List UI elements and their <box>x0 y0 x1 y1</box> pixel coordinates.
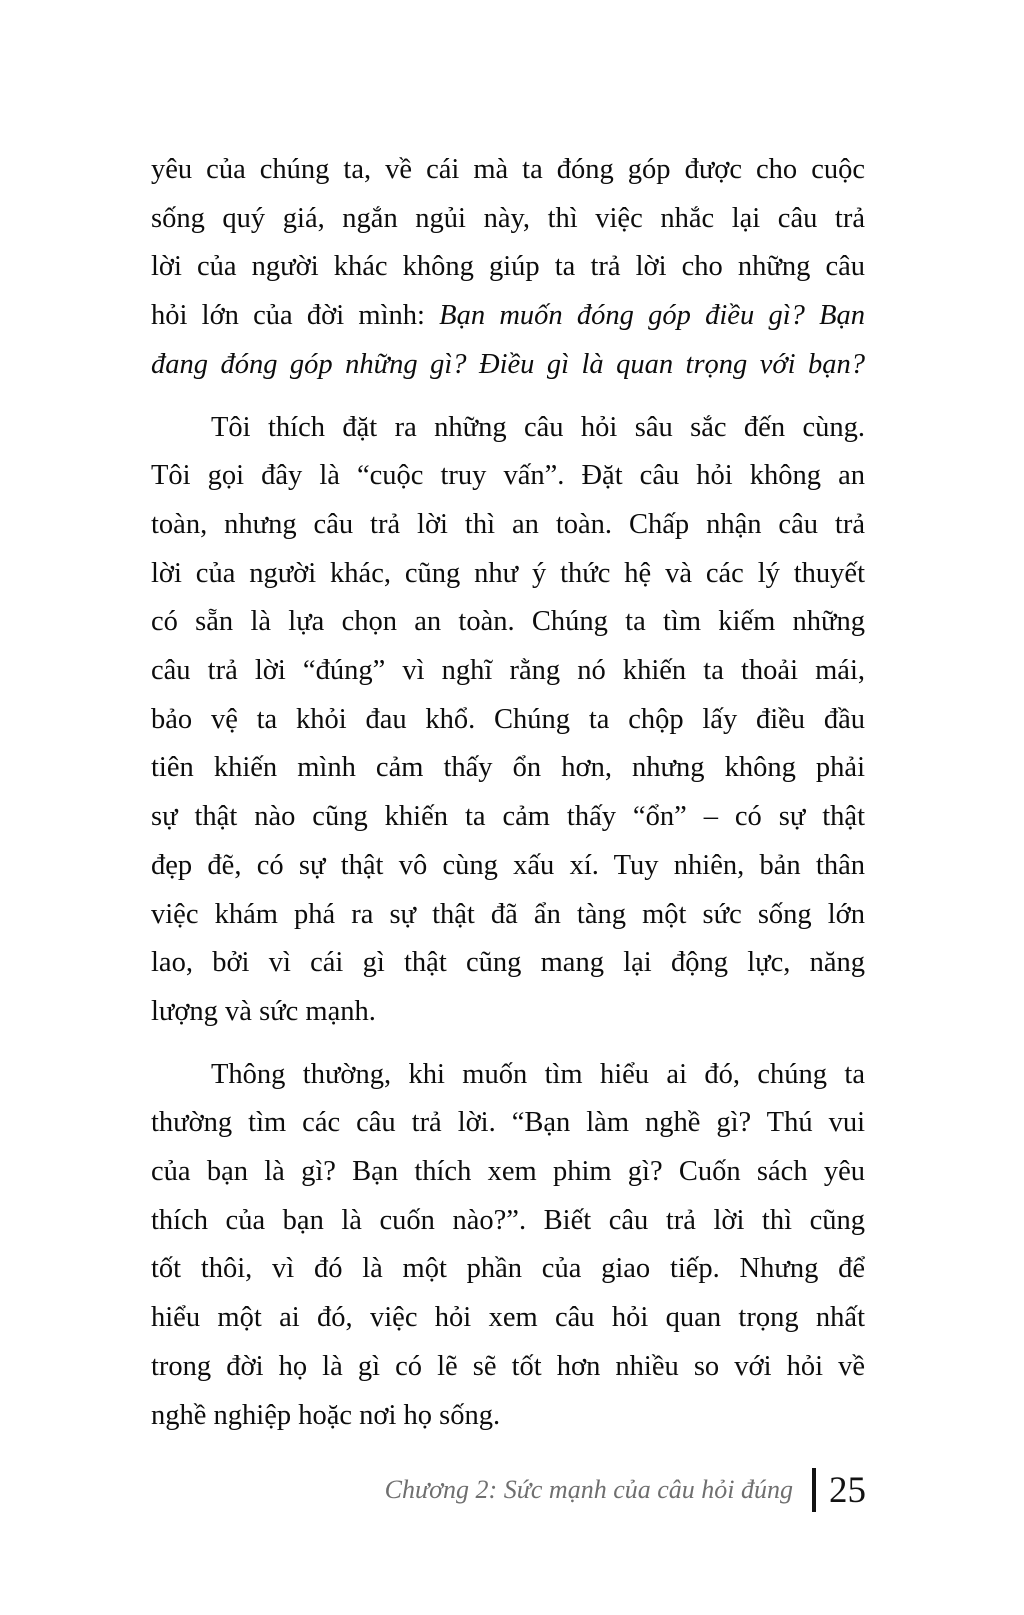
text-line <box>151 1392 865 1441</box>
text-line <box>151 501 865 550</box>
text-segment: thích của bạn là cuốn nào?”. Biết câu trả lời thì cũng <box>151 1204 865 1236</box>
text-line <box>151 341 865 390</box>
text-segment: toàn, nhưng câu trả lời thì an toàn. Chấp nhận câu trả <box>151 508 865 540</box>
text-segment: bảo vệ ta khỏi đau khổ. Chúng ta chộp lấy điều đầu <box>151 703 865 735</box>
text-segment: nghề nghiệp hoặc nơi họ sống. <box>151 1399 501 1431</box>
text-segment: việc khám phá ra sự thật đã ẩn tàng một sức sống lớn <box>151 898 865 930</box>
text-line <box>151 1197 865 1246</box>
text-line <box>151 647 865 696</box>
text-segment: đẹp đẽ, có sự thật vô cùng xấu xí. Tuy nhiên, bản thân <box>151 849 865 881</box>
text-line <box>151 1099 865 1148</box>
text-line <box>151 696 865 745</box>
text-line <box>151 891 865 940</box>
text-line <box>151 452 865 501</box>
text-segment: hiểu một ai đó, việc hỏi xem câu hỏi quan trọng nhất <box>151 1302 865 1334</box>
running-footer-chapter: Chương 2: Sức mạnh của câu hỏi đúng <box>384 1475 793 1504</box>
text-line <box>151 1294 865 1343</box>
text-segment: sự thật nào cũng khiến ta cảm thấy “ổn” – có sự thật <box>151 801 865 833</box>
paragraph <box>151 404 865 1037</box>
italic-text-segment: đang đóng góp những gì? Điều gì là quan trọng với bạn? <box>151 348 865 380</box>
text-segment: có sẵn là lựa chọn an toàn. Chúng ta tìm kiếm những <box>151 606 865 638</box>
text-line <box>151 842 865 891</box>
text-segment: tốt thôi, vì đó là một phần của giao tiếp. Nhưng để <box>151 1253 865 1285</box>
text-segment: câu trả lời “đúng” vì nghĩ rằng nó khiến ta thoải mái, <box>151 655 865 687</box>
text-segment: của bạn là gì? Bạn thích xem phim gì? Cuốn sách yêu <box>151 1156 865 1188</box>
text-line <box>151 292 865 341</box>
paragraph <box>151 146 865 390</box>
text-line <box>151 550 865 599</box>
text-segment: lời của người khác, cũng như ý thức hệ và các lý thuyết <box>151 557 865 589</box>
text-line <box>151 1148 865 1197</box>
body-text <box>151 146 865 1440</box>
text-line <box>151 243 865 292</box>
text-line <box>151 939 865 988</box>
text-line <box>151 195 865 244</box>
text-line <box>151 404 865 453</box>
text-line <box>151 988 865 1037</box>
text-segment: Tôi gọi đây là “cuộc truy vấn”. Đặt câu hỏi không an <box>151 460 865 492</box>
page-number: 25 <box>829 1469 866 1511</box>
text-segment: sống quý giá, ngắn ngủi này, thì việc nhắc lại câu trả <box>151 202 865 234</box>
text-line <box>151 146 865 195</box>
text-segment: lao, bởi vì cái gì thật cũng mang lại động lực, năng <box>151 947 865 979</box>
text-segment: trong đời họ là gì có lẽ sẽ tốt hơn nhiều so với hỏi về <box>151 1350 865 1382</box>
page-footer <box>385 1468 866 1512</box>
text-line <box>151 1051 865 1100</box>
text-segment: Thông thường, khi muốn tìm hiểu ai đó, chúng ta <box>211 1058 865 1090</box>
text-segment: Tôi thích đặt ra những câu hỏi sâu sắc đến cùng. <box>211 411 865 443</box>
text-segment: lời của người khác không giúp ta trả lời cho những câu <box>151 251 865 283</box>
text-line <box>151 598 865 647</box>
text-segment: hỏi lớn của đời mình: <box>151 300 440 332</box>
footer-separator-bar <box>812 1468 816 1512</box>
text-line <box>151 793 865 842</box>
text-line <box>151 1245 865 1294</box>
text-segment: tiên khiến mình cảm thấy ổn hơn, nhưng không phải <box>151 752 865 784</box>
italic-text-segment: Bạn muốn đóng góp điều gì? Bạn <box>439 300 866 332</box>
text-segment: yêu của chúng ta, về cái mà ta đóng góp được cho cuộc <box>151 154 865 185</box>
text-segment: lượng và sức mạnh. <box>151 995 376 1027</box>
text-line <box>151 744 865 793</box>
text-segment: thường tìm các câu trả lời. “Bạn làm nghề gì? Thú vui <box>151 1107 865 1139</box>
paragraph <box>151 1051 865 1441</box>
text-line <box>151 1343 865 1392</box>
